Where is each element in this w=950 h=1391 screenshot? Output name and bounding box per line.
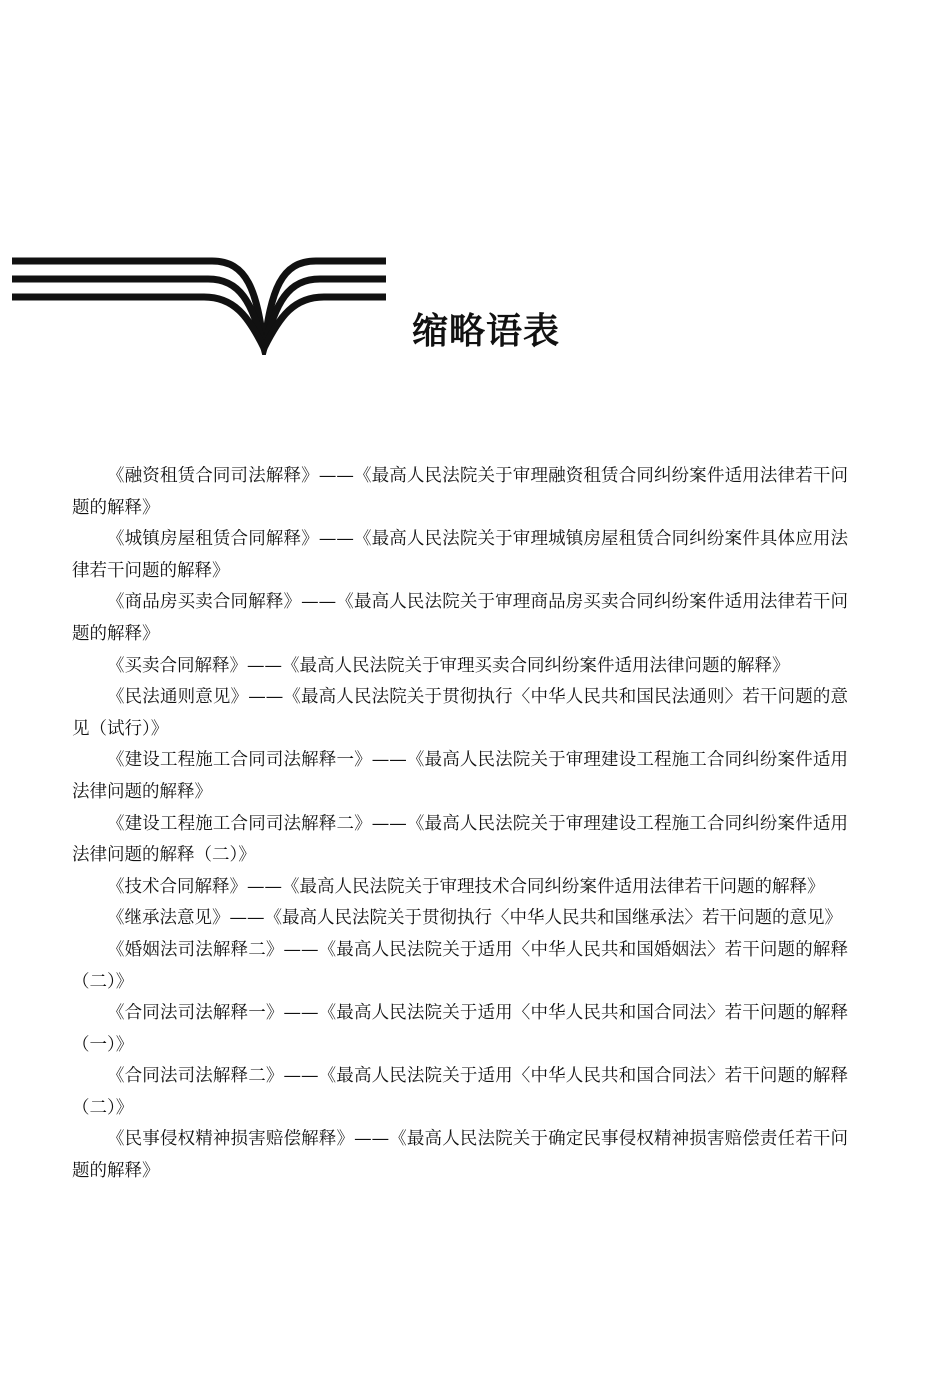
abbreviation-full: 《最高人民法院关于审理城镇房屋租赁合同纠纷案件具体应用法律若干问题的解释》	[72, 529, 849, 581]
abbreviation-short: 《婚姻法司法解释二》	[107, 939, 284, 960]
abbreviation-short: 《城镇房屋租赁合同解释》	[107, 529, 319, 550]
separator-dash: ——	[301, 592, 337, 613]
separator-dash: ——	[318, 529, 354, 550]
abbreviation-entry	[72, 809, 848, 872]
abbreviation-full: 《最高人民法院关于审理建设工程施工合同纠纷案件适用法律问题的解释（二）》	[72, 813, 848, 866]
abbreviation-full: 《最高人民法院关于审理建设工程施工合同纠纷案件适用法律问题的解释》	[72, 750, 848, 802]
separator-dash: ——	[247, 876, 282, 897]
abbreviation-short: 《民事侵权精神损害赔偿解释》	[107, 1129, 355, 1150]
page-title: 缩略语表	[412, 310, 561, 352]
separator-dash: ——	[371, 813, 407, 834]
abbreviation-full: 《最高人民法院关于审理买卖合同纠纷案件适用法律问题的解释》	[282, 655, 790, 676]
abbreviation-full: 《最高人民法院关于贯彻执行〈中华人民共和国继承法〉若干问题的意见》	[264, 908, 842, 929]
abbreviation-short: 《建设工程施工合同司法解释一》	[107, 750, 372, 771]
abbreviation-short: 《技术合同解释》	[107, 876, 247, 897]
abbreviation-list	[72, 461, 848, 1188]
abbreviation-full: 《最高人民法院关于审理融资租赁合同纠纷案件适用法律若干问题的解释》	[72, 466, 849, 518]
abbreviation-entry	[72, 461, 848, 524]
abbreviation-short: 《合同法司法解释一》	[107, 1003, 284, 1024]
abbreviation-entry	[72, 935, 848, 998]
abbreviation-short: 《继承法意见》	[107, 908, 230, 929]
abbreviation-entry	[72, 745, 848, 808]
separator-dash: ——	[247, 655, 282, 676]
abbreviation-short: 《民法通则意见》	[107, 687, 249, 708]
separator-dash: ——	[371, 750, 407, 771]
abbreviation-full: 《最高人民法院关于审理商品房买卖合同纠纷案件适用法律若干问题的解释》	[72, 592, 849, 644]
abbreviation-short: 《合同法司法解释二》	[107, 1066, 284, 1087]
abbreviation-short: 《商品房买卖合同解释》	[107, 592, 302, 613]
separator-dash: ——	[248, 687, 284, 708]
separator-dash: ——	[283, 1003, 319, 1024]
abbreviation-full: 《最高人民法院关于贯彻执行〈中华人民共和国民法通则〉若干问题的意见（试行）》	[72, 687, 849, 739]
abbreviation-entry	[72, 587, 848, 650]
abbreviation-full: 《最高人民法院关于适用〈中华人民共和国婚姻法〉若干问题的解释（二）》	[72, 939, 848, 992]
abbreviation-entry	[72, 872, 848, 904]
abbreviation-short: 《融资租赁合同司法解释》	[107, 466, 319, 486]
abbreviation-entry	[72, 524, 848, 587]
abbreviation-entry	[72, 1061, 848, 1124]
abbreviation-full: 《最高人民法院关于适用〈中华人民共和国合同法〉若干问题的解释（二）》	[72, 1066, 848, 1118]
abbreviation-entry	[72, 903, 848, 935]
abbreviation-entry	[72, 998, 848, 1061]
separator-dash: ——	[229, 908, 265, 929]
abbreviation-short: 《买卖合同解释》	[107, 655, 247, 676]
separator-dash: ——	[283, 939, 319, 960]
separator-dash: ——	[283, 1066, 319, 1087]
abbreviation-full: 《最高人民法院关于确定民事侵权精神损害赔偿责任若干问题的解释》	[72, 1129, 849, 1182]
abbreviation-full: 《最高人民法院关于适用〈中华人民共和国合同法〉若干问题的解释（一）》	[72, 1003, 848, 1055]
abbreviation-full: 《最高人民法院关于审理技术合同纠纷案件适用法律若干问题的解释》	[282, 876, 825, 897]
open-book-lines-icon	[12, 250, 392, 355]
abbreviation-entry	[72, 651, 848, 683]
separator-dash: ——	[354, 1129, 390, 1150]
abbreviation-entry	[72, 682, 848, 745]
abbreviation-short: 《建设工程施工合同司法解释二》	[107, 813, 372, 834]
abbreviation-entry	[72, 1124, 848, 1187]
separator-dash: ——	[318, 466, 354, 486]
